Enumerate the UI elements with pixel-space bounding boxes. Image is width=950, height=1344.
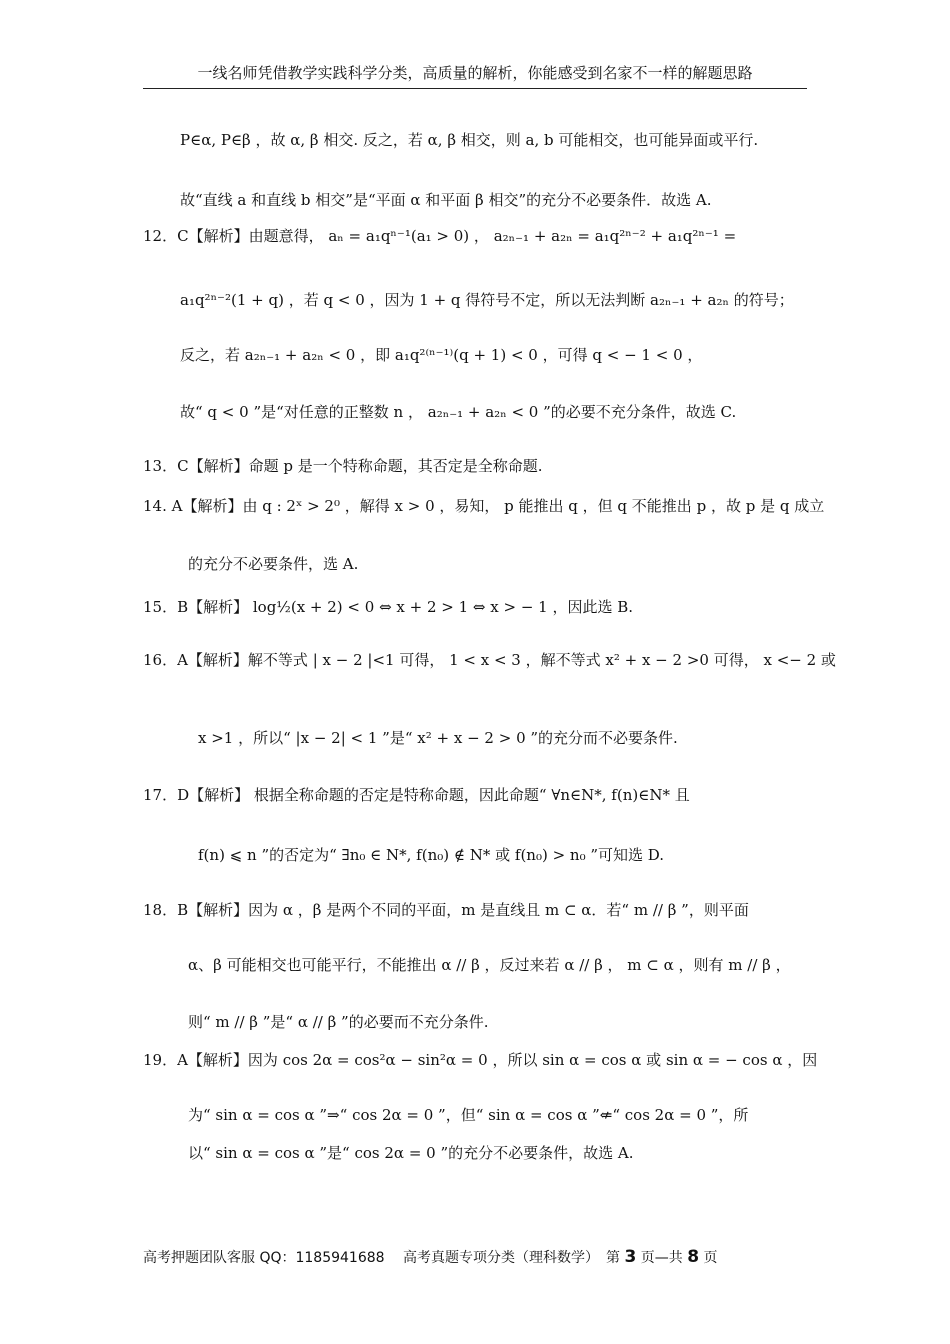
text-line: 14. A【解析】由 q : 2ˣ > 2⁰ ，解得 x > 0 ，易知， p 能推出 q ，但 q 不能推出 p ，故 p 是 q 成立 (143, 497, 825, 515)
footer-page-number: 3 (624, 1247, 637, 1267)
text-line: 13．C【解析】命题 p 是一个特称命题，其否定是全称命题. (143, 457, 543, 475)
text-line: a₁q²ⁿ⁻²(1 + q) ，若 q < 0 ，因为 1 + q 得符号不定，所以无法判断 a₂ₙ₋₁ + a₂ₙ 的符号； (180, 291, 794, 309)
text-line: 18．B【解析】因为 α ，β 是两个不同的平面，m 是直线且 m ⊂ α．若“ m // β ”，则平面 (143, 901, 749, 919)
text-line: 15．B【解析】 log½(x + 2) < 0 ⇔ x + 2 > 1 ⇔ x > − 1 ，因此选 B. (143, 598, 634, 616)
footer-total-pages: 8 (687, 1247, 700, 1267)
text-line: 19．A【解析】因为 cos 2α = cos²α − sin²α = 0 ，所以 sin α = cos α 或 sin α = − cos α ，因 (143, 1051, 818, 1069)
page-header: 一线名师凭借教学实践科学分类，高质量的解析，你能感受到名家不一样的解题思路 (197, 64, 753, 82)
footer-page-suffix: 页 (703, 1250, 718, 1266)
text-line: 为“ sin α = cos α ”⇒“ cos 2α = 0 ”，但“ sin α = cos α ”⇍“ cos 2α = 0 ”，所 (188, 1106, 749, 1124)
text-line: 以“ sin α = cos α ”是“ cos 2α = 0 ”的充分不必要条件，故选 A. (188, 1144, 634, 1162)
header-divider (143, 88, 807, 89)
text-line: α、β 可能相交也可能平行，不能推出 α // β ，反过来若 α // β ， m ⊂ α ，则有 m // β ， (188, 956, 791, 974)
text-line: 故“直线 a 和直线 b 相交”是“平面 α 和平面 β 相交”的充分不必要条件．故选 A. (180, 191, 712, 209)
text-line: 17．D【解析】 根据全称命题的否定是特称命题，因此命题“ ∀n∈N*, f(n)∈N* 且 (143, 786, 690, 804)
text-line: f(n) ⩽ n ”的否定为“ ∃n₀ ∈ N*, f(n₀) ∉ N* 或 f(n₀) > n₀ ”可知选 D. (198, 846, 665, 864)
text-line: 故“ q < 0 ”是“对任意的正整数 n ， a₂ₙ₋₁ + a₂ₙ < 0 ”的必要不充分条件，故选 C. (180, 403, 737, 421)
text-line: 的充分不必要条件，选 A. (188, 555, 359, 573)
text-line: 反之，若 a₂ₙ₋₁ + a₂ₙ < 0 ，即 a₁q²⁽ⁿ⁻¹⁾(q + 1) < 0 ，可得 q < − 1 < 0 ， (180, 346, 703, 364)
footer-separator: 页—共 (640, 1250, 683, 1266)
text-line: x >1 ，所以“ |x − 2| < 1 ”是“ x² + x − 2 > 0 ”的充分而不必要条件. (198, 729, 678, 747)
text-line: P∈α, P∈β ，故 α, β 相交. 反之，若 α, β 相交，则 a, b 可能相交，也可能异面或平行. (180, 131, 759, 149)
footer-info: 高考押题团队客服 QQ：1185941688 高考真题专项分类（理科数学） 第 (143, 1250, 621, 1266)
text-line: 则“ m // β ”是“ α // β ”的必要而不充分条件. (188, 1013, 489, 1031)
text-line: 16．A【解析】解不等式 | x − 2 |<1 可得， 1 < x < 3 ，解不等式 x² + x − 2 >0 可得， x <− 2 或 (143, 651, 836, 669)
text-line: 12．C【解析】由题意得， aₙ = a₁qⁿ⁻¹(a₁ > 0) ， a₂ₙ₋₁ + a₂ₙ = a₁q²ⁿ⁻² + a₁q²ⁿ⁻¹ = (143, 227, 737, 245)
page-footer (143, 1247, 807, 1267)
